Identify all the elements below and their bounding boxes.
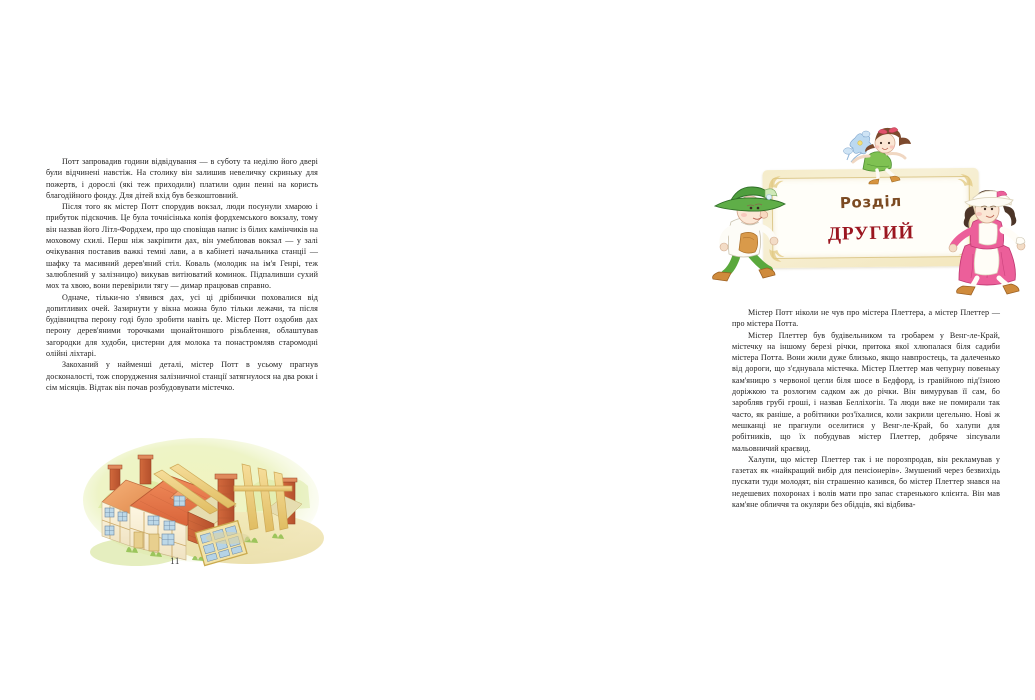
girl-with-flowers-illustration xyxy=(835,126,921,184)
man-in-green-hat-illustration xyxy=(707,184,793,296)
right-page xyxy=(350,0,1000,700)
left-paragraph-1: Потт запровадив години відвідування — в суботу та неділю його двері були відчинені навстіж. На столику він залишив невеличку скриньку для пожертв, і дорослі (які теж приходили) платили один пенні на користь благодійного фонду. Для дітей вхід був безкоштовний. xyxy=(46,157,318,200)
chapter-heading-block xyxy=(705,126,1035,306)
corner-flourish-icon xyxy=(949,171,975,189)
left-paragraph-4: Закоханий у найменші деталі, містер Потт в усьому прагнув досконалості, тож спорудження залізничної станції затягнулося на два роки і сім місяців. Відтак він почав розбудовувати містечко. xyxy=(46,360,318,392)
page-number: 11 xyxy=(170,556,180,566)
right-page-text-column xyxy=(732,307,1000,510)
left-page-text-column xyxy=(46,156,318,393)
right-paragraph-3: Халупи, що містер Плеттер так і не порозпродав, він рекламував у газетах як «найкращий вибір для пенсіонерів». Змушений через безвихідь пускати туди молодят, він страшенно казився, бо містер Плеттер знався на недешевих похоронах і волів мати про запас старенького клієнта. Він мав кам'яне обличчя та окуляри без обідців, які відбива- xyxy=(732,454,1000,510)
right-paragraph-2: Містер Плеттер був будівельником та гробарем у Венг-ле-Край, містечку на іншому березі річки, притока якої хлюпалася біля садиби містера Потта. Вони жили дуже близько, якщо навпростець, та далеченько від дороги, що з'єднувала містечка. Містер Плеттер мав чепурну повеньку кам'яницю з червоної цегли біля шосе в Бедфорд, із гравійною під'їзною доріжкою та розлогим садком аж до річки. Він вимурував її сам, бо заробляв грубі гроші, і назвав Белліхогін. Та люди вже не помирали так часто, як раніше, а робітники роз'їхалися, коли закрили цегельню. Нові ж мешканці не прагнули оселитися у Венг-ле-Край, бо халупи для робітників, що їх побудував містер Плеттер, добряче зіпсували мальовничий краєвид. xyxy=(732,330,1000,453)
woman-in-pink-dress-illustration xyxy=(943,188,1035,300)
left-page xyxy=(0,0,350,700)
chapter-number: ДРУГИЙ xyxy=(827,222,915,245)
village-houses-illustration xyxy=(96,442,318,570)
right-paragraph-1: Містер Потт ніколи не чув про містера Плеттера, а містер Плеттер — про містера Потта. xyxy=(732,308,1000,329)
chapter-word: Розділ xyxy=(839,191,903,213)
left-paragraph-3: Одначе, тільки-но з'явився дах, усі ці дрібнички поховалися від допитливих очей. Зазирнути у вікна можна було тільки лежачи, та після будівництва перону годі було зробити навіть це. Містер Потт оздобив дах перону дерев'яними торочками щонайтоншого різьблення, облаштував загородки для худоби, цистерни для молока та понастромляв старомодні олійні ліхтарі. xyxy=(46,292,318,359)
left-paragraph-2: Після того як містер Потт спорудив вокзал, люди посунули хмарою і прибуток підскочив. Це була точнісінька копія фордхемського вокзалу, тому він назвав його Літл-Фордхем, про що сповіщав напис із білих камінчиків на моховому схилі. Перш ніж закріпити дах, він умеблював вокзал — у залі очікування поставив важкі темні лави, а в кабінеті начальника станції — шафку та масивний дерев'яний стіл. Коваль (молодик на ім'я Генрі, теж залюблений у залізницю) викував витіюватий коминок. Підпаливши сухий мох та хвою, вони перевірили тягу — димар працював справно. xyxy=(46,202,318,291)
